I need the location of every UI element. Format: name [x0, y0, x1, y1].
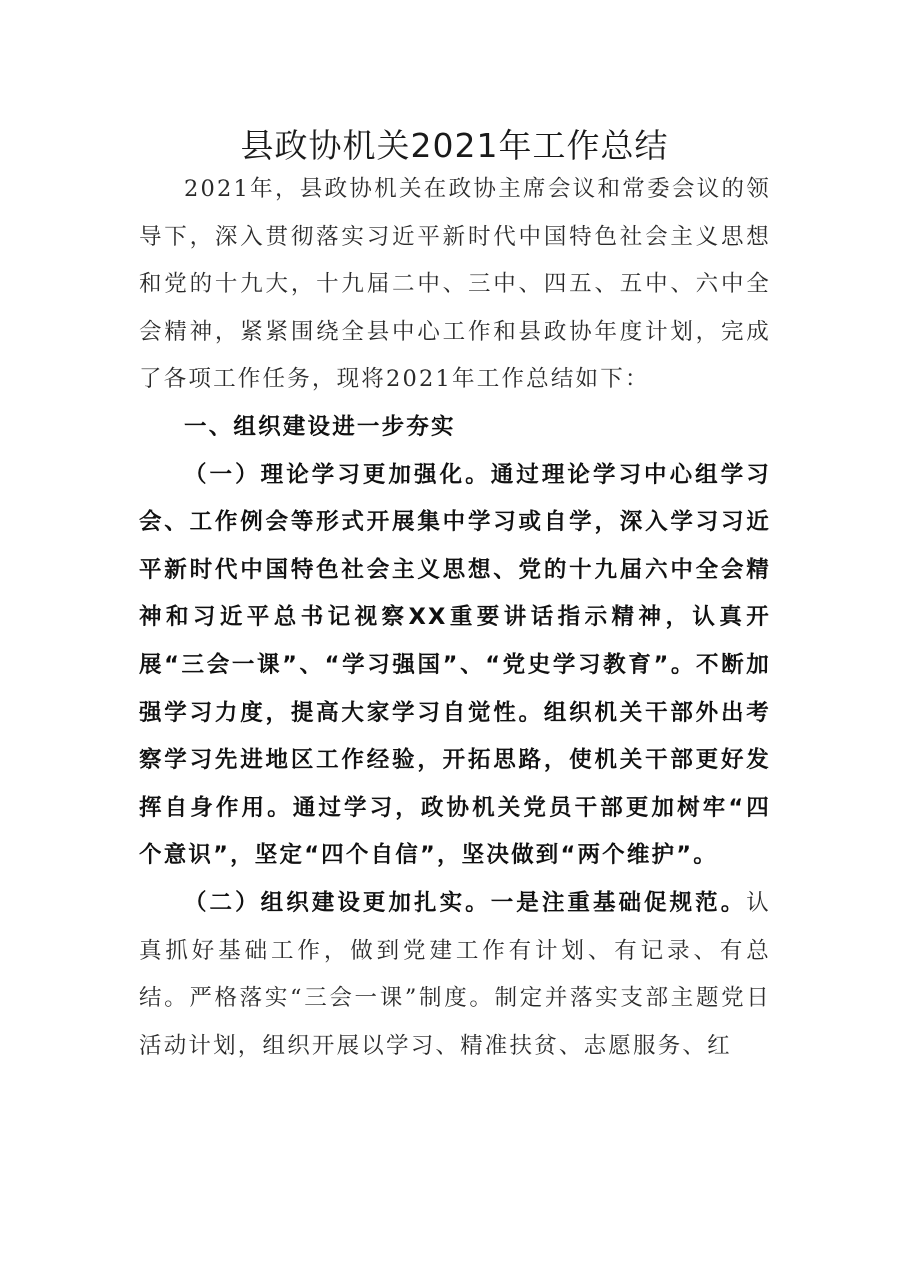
subsection-2-lead: （二）组织建设更加扎实。一是注重基础促规范。	[184, 889, 747, 916]
section-heading: 一、组织建设进一步夯实	[184, 413, 456, 440]
subsection-2-text: 认真抓好基础工作，做到党建工作有计划、有记录、有总结。严格落实“三会一课”制度。制定并落实支部主题党日活动计划，组织开展以学习、精准扶贫、志愿服务、红	[139, 889, 771, 1059]
document-title: 县政协机关2021年工作总结	[240, 126, 669, 165]
document-body	[139, 166, 771, 1070]
intro-paragraph: 2021年，县政协机关在政协主席会议和常委会议的领导下，深入贯彻落实习近平新时代中国特色社会主义思想和党的十九大，十九届二中、三中、四五、五中、六中全会精神，紧紧围绕全县中心工作和县政协年度计划，完成了各项工作任务，现将2021年工作总结如下：	[139, 176, 771, 393]
subsection-2-paragraph	[139, 880, 771, 1070]
subsection-1-paragraph: （一）理论学习更加强化。通过理论学习中心组学习会、工作例会等形式开展集中学习或自学，深入学习习近平新时代中国特色社会主义思想、党的十九届六中全会精神和习近平总书记视察XX重要讲话指示精神，认真开展“三会一课”、“学习强国”、“党史学习教育”。不断加强学习力度，提高大家学习自觉性。组织机关干部外出考察学习先进地区工作经验，开拓思路，使机关干部更好发挥自身作用。通过学习，政协机关党员干部更加树牢“四个意识”，坚定“四个自信”，坚决做到“两个维护”。	[139, 461, 771, 869]
